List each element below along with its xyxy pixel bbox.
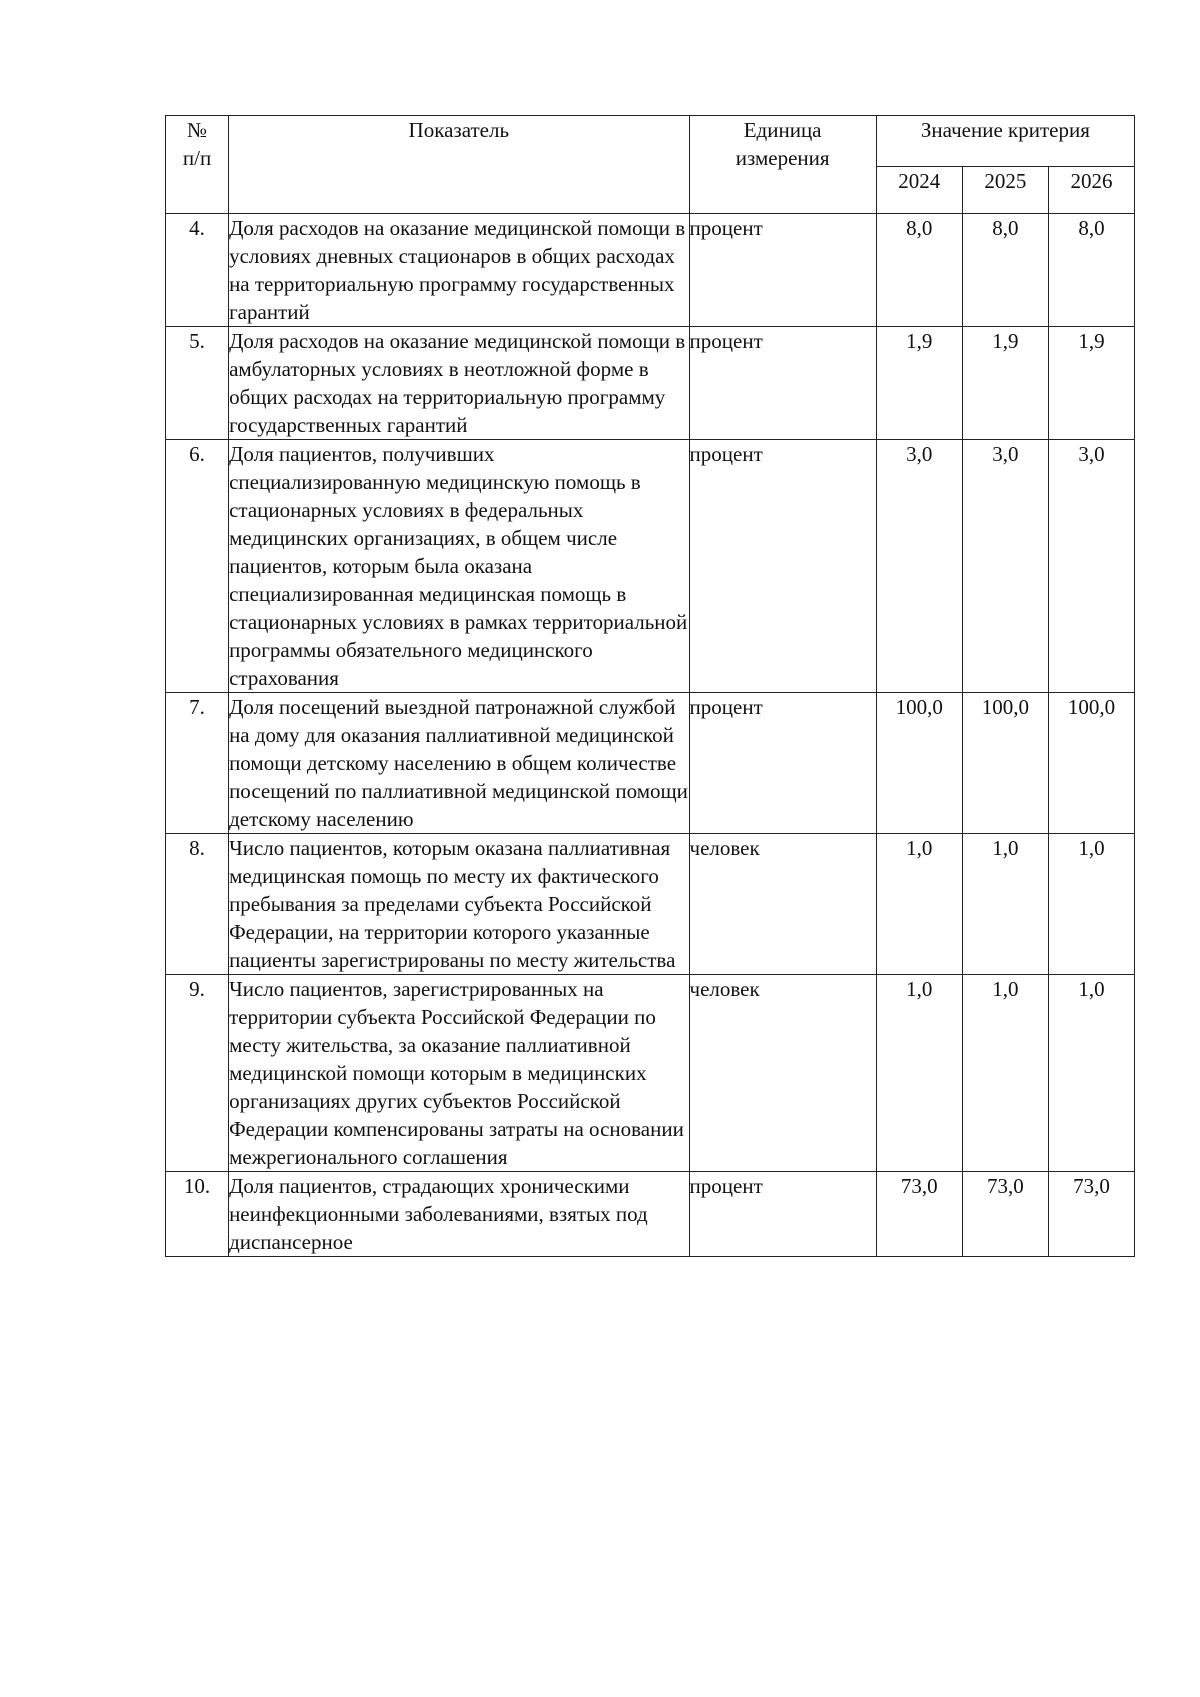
row-value: 100,0 (876, 693, 962, 834)
row-indicator: Число пациентов, которым оказана паллиативная медицинская помощь по месту их фактического пребывания за пределами субъекта Российской Федерации, на территории которого указанные пациенты зарегистрированы по месту жительства (229, 834, 689, 975)
row-number: 9. (166, 975, 229, 1172)
header-criterion-value: Значение критерия (876, 116, 1134, 167)
row-indicator: Доля посещений выездной патронажной службой на дому для оказания паллиативной медицинской помощи детскому населению в общем количестве посещений по паллиативной медицинской помощи детскому населению (229, 693, 689, 834)
table-row (166, 693, 1135, 834)
row-value: 8,0 (962, 214, 1048, 327)
row-value: 1,0 (876, 834, 962, 975)
row-value: 8,0 (1048, 214, 1134, 327)
row-number: 6. (166, 440, 229, 693)
table-row (166, 214, 1135, 327)
criteria-table (165, 115, 1135, 1257)
row-unit: человек (689, 834, 876, 975)
row-value: 1,0 (962, 834, 1048, 975)
row-unit: процент (689, 440, 876, 693)
row-indicator: Число пациентов, зарегистрированных на территории субъекта Российской Федерации по месту жительства, за оказание паллиативной медицинской помощи которым в медицинских организациях других субъектов Российской Федерации компенсированы затраты на основании межрегионального соглашения (229, 975, 689, 1172)
row-value: 8,0 (876, 214, 962, 327)
row-number: 7. (166, 693, 229, 834)
header-unit: Единица измерения (689, 116, 876, 214)
row-number: 4. (166, 214, 229, 327)
row-unit: процент (689, 214, 876, 327)
header-year: 2025 (962, 167, 1048, 214)
row-indicator: Доля пациентов, страдающих хроническими неинфекционными заболеваниями, взятых под диспансерное (229, 1172, 689, 1257)
row-number: 10. (166, 1172, 229, 1257)
table-row (166, 1172, 1135, 1257)
header-year: 2024 (876, 167, 962, 214)
table-header (166, 116, 1135, 214)
row-value: 73,0 (1048, 1172, 1134, 1257)
row-unit: процент (689, 1172, 876, 1257)
row-number: 8. (166, 834, 229, 975)
table-row (166, 975, 1135, 1172)
table-row (166, 327, 1135, 440)
row-value: 1,9 (1048, 327, 1134, 440)
row-number: 5. (166, 327, 229, 440)
row-indicator: Доля расходов на оказание медицинской помощи в условиях дневных стационаров в общих расходах на территориальную программу государственных гарантий (229, 214, 689, 327)
header-year: 2026 (1048, 167, 1134, 214)
table-body (166, 214, 1135, 1257)
row-unit: человек (689, 975, 876, 1172)
row-indicator: Доля расходов на оказание медицинской помощи в амбулаторных условиях в неотложной форме в общих расходах на территориальную программу государственных гарантий (229, 327, 689, 440)
row-unit: процент (689, 693, 876, 834)
row-value: 3,0 (1048, 440, 1134, 693)
row-value: 100,0 (1048, 693, 1134, 834)
row-unit: процент (689, 327, 876, 440)
row-indicator: Доля пациентов, получивших специализированную медицинскую помощь в стационарных условиях в федеральных медицинских организациях, в общем числе пациентов, которым была оказана специализированная медицинская помощь в стационарных условиях в рамках территориальной программы обязательного медицинского страхования (229, 440, 689, 693)
row-value: 1,9 (876, 327, 962, 440)
row-value: 1,9 (962, 327, 1048, 440)
table-row (166, 834, 1135, 975)
table-row (166, 440, 1135, 693)
header-num: № п/п (166, 116, 229, 214)
row-value: 1,0 (1048, 975, 1134, 1172)
row-value: 73,0 (962, 1172, 1048, 1257)
row-value: 1,0 (876, 975, 962, 1172)
row-value: 3,0 (876, 440, 962, 693)
header-indicator: Показатель (229, 116, 689, 214)
row-value: 1,0 (962, 975, 1048, 1172)
row-value: 100,0 (962, 693, 1048, 834)
row-value: 73,0 (876, 1172, 962, 1257)
row-value: 3,0 (962, 440, 1048, 693)
row-value: 1,0 (1048, 834, 1134, 975)
